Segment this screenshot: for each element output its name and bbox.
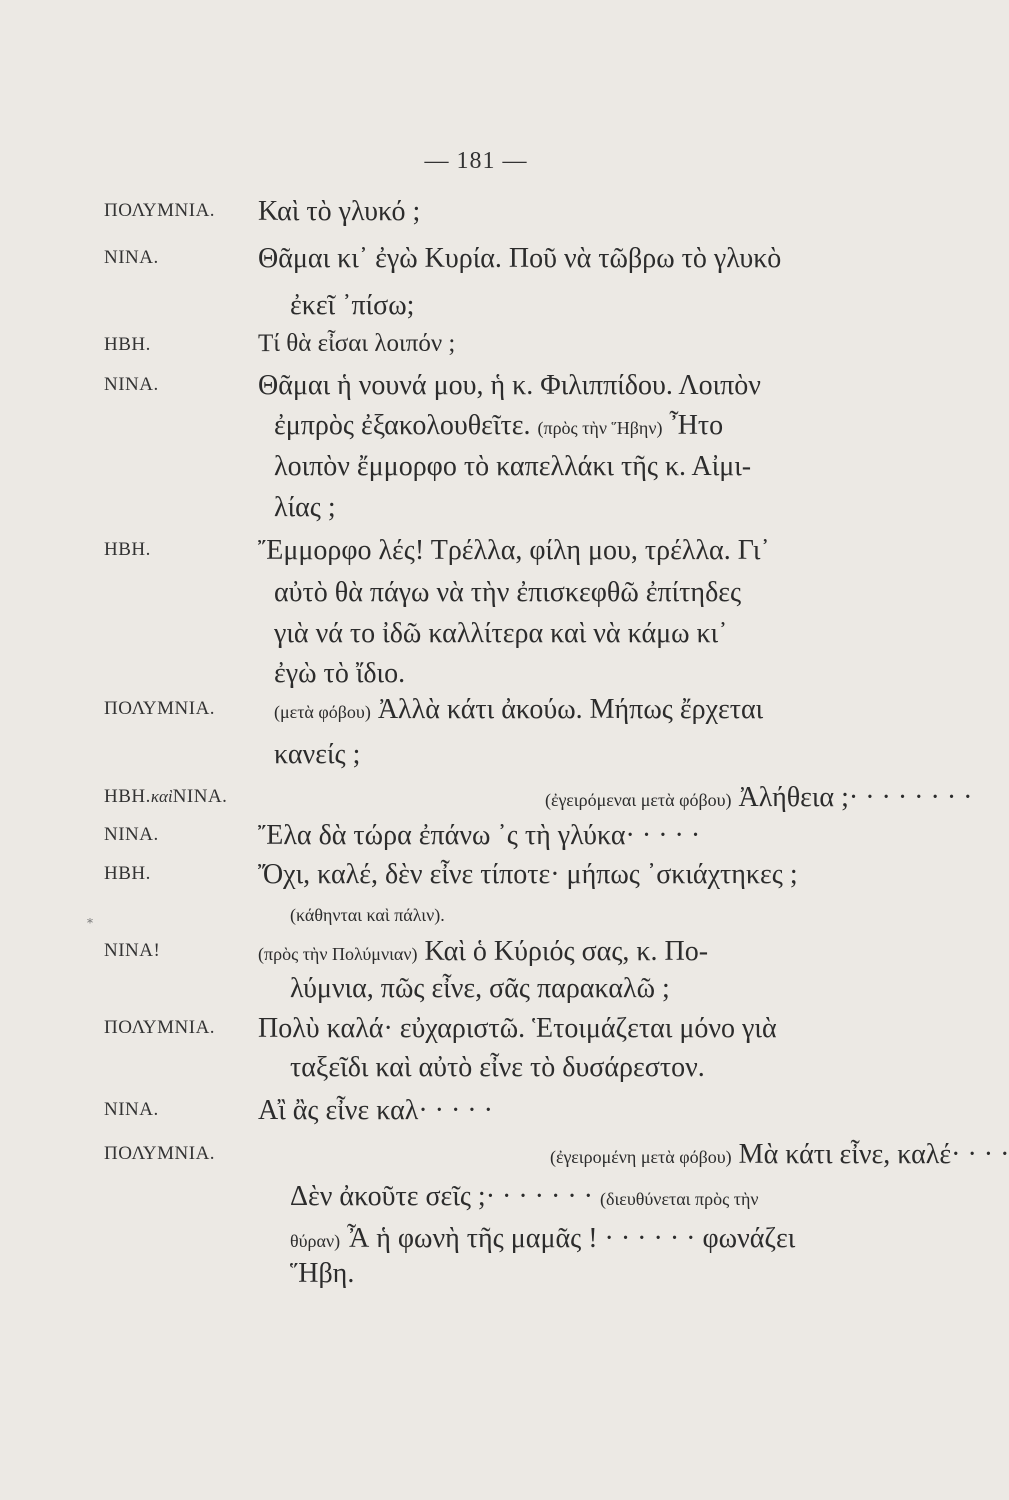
line-text: λίας ; bbox=[274, 492, 336, 523]
speaker-name bbox=[104, 824, 159, 846]
dialogue-text bbox=[274, 618, 728, 650]
speaker-name bbox=[104, 698, 215, 720]
speaker-label: ΝΙΝΑ. bbox=[104, 374, 159, 395]
page-number: — 181 — bbox=[424, 148, 528, 174]
dialogue-line bbox=[0, 897, 952, 937]
stage-direction: (κάθηνται καὶ πάλιν). bbox=[290, 905, 445, 925]
line-text: Θᾶμαι ἡ νουνά μου, ἡ κ. Φιλιππίδου. Λοιπὸν bbox=[258, 370, 761, 401]
dialogue-text bbox=[258, 243, 781, 275]
line-text: αὐτὸ θὰ πάγω νὰ τὴν ἐπισκεφθῶ ἐπίτηδες bbox=[274, 577, 742, 608]
line-text-after: Καὶ ὁ Κύριός σας, κ. Πο- bbox=[424, 936, 709, 967]
dialogue-line bbox=[0, 782, 973, 822]
speaker-label: ΗΒΗ. bbox=[104, 539, 151, 560]
speaker-name bbox=[104, 200, 215, 222]
line-text: Καὶ τὸ γλυκό ; bbox=[258, 196, 421, 227]
line-text-after: Ἀλλὰ κάτι ἀκούω. Μήπως ἔρχεται bbox=[377, 694, 764, 725]
dialogue-line bbox=[0, 370, 952, 410]
dialogue-text bbox=[290, 973, 670, 1005]
speaker-conjunction: καὶ bbox=[150, 787, 173, 806]
speaker-label: ΝΙΝΑ. bbox=[104, 824, 159, 845]
dialogue-line bbox=[0, 196, 952, 236]
dialogue-text bbox=[258, 330, 455, 358]
dialogue-text bbox=[274, 492, 336, 524]
line-text: ἐγὼ τὸ ἴδιο. bbox=[274, 658, 406, 689]
dialogue-line bbox=[0, 1095, 952, 1135]
line-text: Ἔλα δὰ τώρα ἐπάνω ᾽ς τὴ γλύκα· · · · · bbox=[258, 820, 701, 851]
dialogue-text bbox=[258, 535, 770, 567]
line-text: γιὰ νά το ἰδῶ καλλίτερα καὶ νὰ κάμω κι᾽ bbox=[274, 618, 728, 649]
dialogue-line bbox=[0, 658, 952, 698]
speaker-label: ΝΙΝΑ. bbox=[104, 1099, 159, 1120]
dialogue-text bbox=[274, 577, 741, 609]
line-text-after: Ἀλήθεια ;· · · · · · · · bbox=[738, 782, 973, 813]
line-text: Ὄχι, καλέ, δὲν εἶνε τίποτε· μήπως ᾽σκιάχτηκες ; bbox=[258, 859, 798, 890]
dialogue-text bbox=[258, 370, 761, 402]
line-text: λύμνια, πῶς εἶνε, σᾶς παρακαλῶ ; bbox=[290, 973, 670, 1004]
dialogue-text bbox=[258, 820, 700, 852]
stage-direction: (μετὰ φόβου) bbox=[274, 702, 371, 722]
dialogue-text bbox=[290, 897, 445, 929]
speaker-name bbox=[104, 334, 151, 356]
line-text: λοιπὸν ἔμμορφο τὸ καπελλάκι τῆς κ. Αἰμι- bbox=[274, 451, 752, 482]
dialogue-line bbox=[0, 820, 952, 860]
speaker-name bbox=[104, 1099, 159, 1121]
dialogue-text bbox=[258, 196, 420, 228]
dialogue-text bbox=[290, 290, 414, 322]
dialogue-text bbox=[290, 1052, 705, 1084]
dialogue-line bbox=[0, 1181, 952, 1221]
line-text: Ἔμμορφο λές! Τρέλλα, φίλη μου, τρέλλα. Γι᾽ bbox=[258, 535, 770, 566]
dialogue-line bbox=[0, 1258, 952, 1298]
line-text: ἐκεῖ ᾽πίσω; bbox=[290, 290, 415, 321]
dialogue-line bbox=[0, 1013, 952, 1053]
dialogue-line bbox=[0, 577, 952, 617]
speaker-label: ΠΟΛΥΜΝΙΑ. bbox=[104, 200, 216, 221]
stage-direction: (ἐγειρόμεναι μετὰ φόβου) bbox=[545, 790, 732, 810]
speaker-label: ΗΒΗ. bbox=[104, 786, 151, 807]
dialogue-text bbox=[290, 1258, 354, 1290]
dialogue-line bbox=[0, 1139, 1009, 1179]
dialogue-text bbox=[545, 782, 972, 814]
line-text: ταξεῖδι καὶ αὐτὸ εἶνε τὸ δυσάρεστον. bbox=[290, 1052, 705, 1083]
speaker-label-second: ΝΙΝΑ. bbox=[172, 786, 228, 807]
line-text: ἐμπρὸς ἐξακολουθεῖτε. bbox=[274, 410, 531, 441]
line-text: Τί θὰ εἶσαι λοιπόν ; bbox=[258, 330, 456, 357]
dialogue-line bbox=[0, 936, 952, 976]
speaker-label: ΗΒΗ. bbox=[104, 863, 151, 884]
dialogue-line bbox=[0, 618, 952, 658]
dialogue-text bbox=[550, 1139, 1009, 1171]
speaker-name bbox=[104, 786, 227, 808]
dialogue-line bbox=[0, 694, 952, 734]
dialogue-line bbox=[0, 1052, 952, 1092]
dialogue-line bbox=[0, 410, 952, 450]
line-text: Δὲν ἀκοῦτε σεῖς ;· · · · · · · bbox=[290, 1181, 593, 1212]
speaker-name bbox=[104, 247, 159, 269]
dialogue-line bbox=[0, 243, 952, 283]
dialogue-line bbox=[0, 330, 952, 370]
speaker-name bbox=[104, 1017, 215, 1039]
speaker-label: ΠΟΛΥΜΝΙΑ. bbox=[104, 698, 216, 719]
ink-speck: * bbox=[87, 916, 93, 930]
stage-direction: (ἐγειρομένη μετὰ φόβου) bbox=[550, 1147, 732, 1167]
dialogue-text bbox=[274, 410, 723, 442]
dialogue-line bbox=[0, 1223, 952, 1263]
line-text-after: Ἆ ἡ φωνὴ τῆς μαμᾶς ! · · · · · · φωνάζει bbox=[347, 1223, 796, 1254]
line-text-after: Μὰ κάτι εἶνε, καλέ· · · · bbox=[738, 1139, 1009, 1170]
dialogue-line bbox=[0, 492, 952, 532]
speaker-name bbox=[104, 374, 159, 396]
stage-direction: (πρὸς τὴν Ἥβην) bbox=[537, 418, 663, 438]
speaker-label: ΝΙΝΑ! bbox=[104, 940, 161, 961]
dialogue-line bbox=[0, 535, 952, 575]
dialogue-text bbox=[274, 739, 360, 771]
speaker-label: ΠΟΛΥΜΝΙΑ. bbox=[104, 1017, 216, 1038]
line-text: κανείς ; bbox=[274, 739, 361, 770]
dialogue-text bbox=[274, 451, 751, 483]
line-text: Ἥβη. bbox=[290, 1258, 355, 1289]
dialogue-line bbox=[0, 451, 952, 491]
dialogue-line bbox=[0, 973, 952, 1013]
stage-direction: θύραν) bbox=[290, 1231, 341, 1251]
line-text: Θᾶμαι κι᾽ ἐγὼ Κυρία. Ποῦ νὰ τῶβρω τὸ γλυκὸ bbox=[258, 243, 782, 274]
dialogue-text bbox=[258, 1095, 493, 1127]
dialogue-line bbox=[0, 739, 952, 779]
dialogue-text bbox=[258, 859, 798, 891]
dialogue-text bbox=[274, 658, 405, 690]
dialogue-text bbox=[274, 694, 763, 726]
dialogue-text bbox=[258, 936, 708, 968]
line-text-after: Ἦτο bbox=[669, 410, 724, 441]
speaker-name bbox=[104, 539, 151, 561]
speaker-label: ΠΟΛΥΜΝΙΑ. bbox=[104, 1143, 216, 1164]
dialogue-text bbox=[290, 1223, 795, 1255]
line-text: Πολὺ καλά· εὐχαριστῶ. Ἑτοιμάζεται μόνο γιὰ bbox=[258, 1013, 777, 1044]
speaker-label: ΗΒΗ. bbox=[104, 334, 151, 355]
stage-direction: (πρὸς τὴν Πολύμνιαν) bbox=[258, 944, 418, 964]
stage-direction: (διευθύνεται πρὸς τὴν bbox=[599, 1189, 759, 1209]
dialogue-line bbox=[0, 290, 952, 330]
speaker-name bbox=[104, 863, 151, 885]
line-text: Αἲ ἂς εἶνε καλ· · · · · bbox=[258, 1095, 493, 1126]
dialogue-text bbox=[258, 1013, 777, 1045]
speaker-name bbox=[104, 940, 160, 962]
speaker-label: ΝΙΝΑ. bbox=[104, 247, 159, 268]
dialogue-text bbox=[290, 1181, 759, 1213]
dialogue-line bbox=[0, 859, 952, 899]
speaker-name bbox=[104, 1143, 215, 1165]
